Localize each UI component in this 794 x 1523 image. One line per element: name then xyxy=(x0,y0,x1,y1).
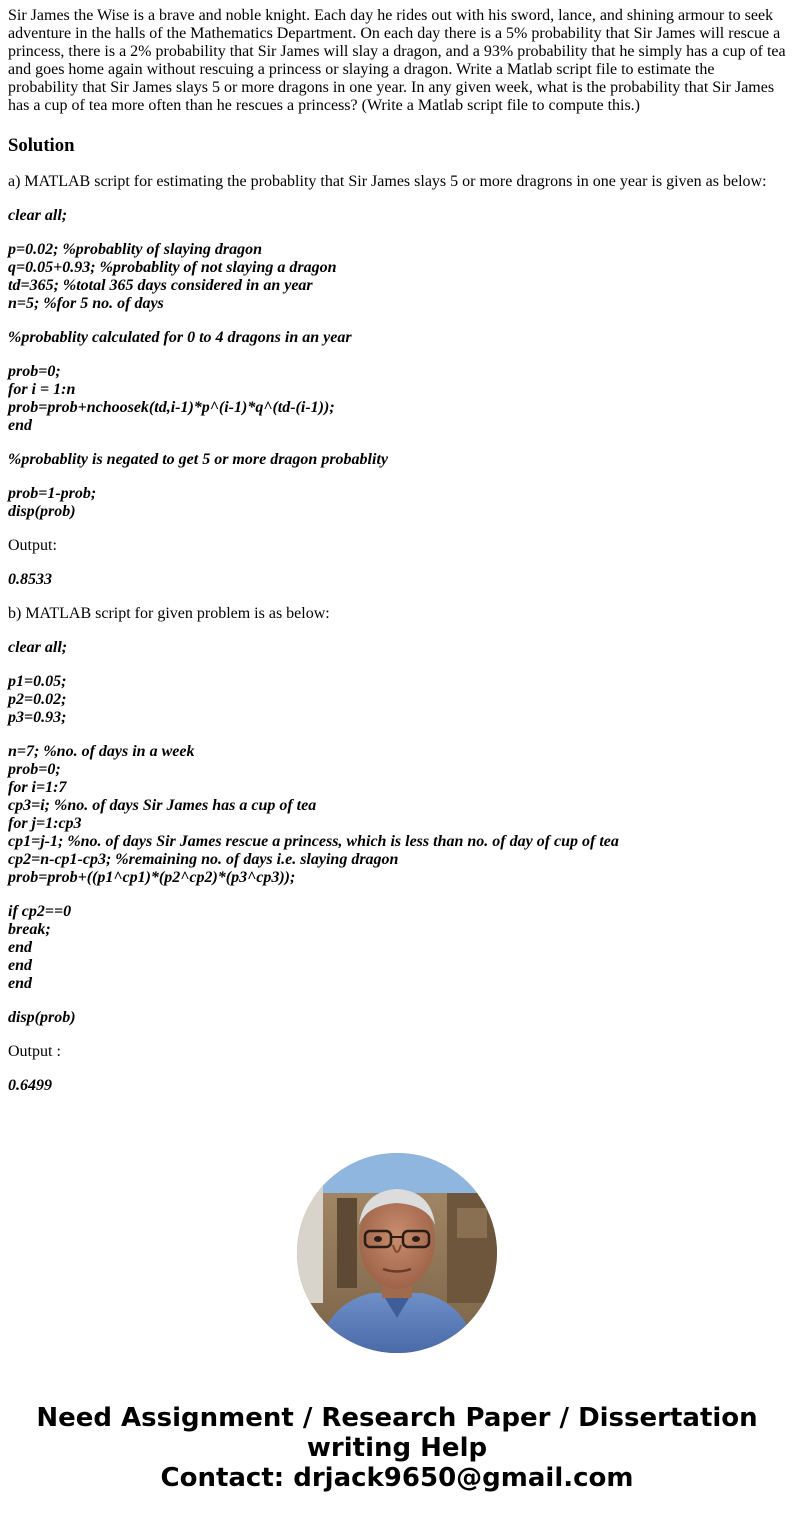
part-a-output-value: 0.8533 xyxy=(8,571,52,588)
code-line: prob=0; xyxy=(8,363,61,380)
footer-contact: Contact: drjack9650@gmail.com xyxy=(160,1463,634,1493)
part-b-loop xyxy=(8,743,788,887)
code-line: disp(prob) xyxy=(8,503,76,520)
code-line: p3=0.93; xyxy=(8,709,67,726)
code-line: cp3=i; %no. of days Sir James has a cup of tea xyxy=(8,797,317,814)
part-b-output-value: 0.6499 xyxy=(8,1077,52,1094)
code-line: if cp2==0 xyxy=(8,903,72,920)
code-line: td=365; %total 365 days considered in an year xyxy=(8,277,313,294)
code-line: break; xyxy=(8,921,51,938)
code-line: prob=0; xyxy=(8,761,61,778)
code-line: prob=1-prob; xyxy=(8,485,97,502)
part-a-output-label: Output: xyxy=(8,537,57,554)
code-line: for j=1:cp3 xyxy=(8,815,82,832)
part-b-intro: b) MATLAB script for given problem is as below: xyxy=(8,605,330,622)
part-b-params xyxy=(8,673,788,727)
solution-heading: Solution xyxy=(8,135,75,156)
part-b-disp: disp(prob) xyxy=(8,1009,76,1026)
code-line: q=0.05+0.93; %probablity of not slaying a dragon xyxy=(8,259,337,276)
code-line: for i = 1:n xyxy=(8,381,76,398)
code-line: end xyxy=(8,957,32,974)
code-line: cp1=j-1; %no. of days Sir James rescue a princess, which is less than no. of day of cup of tea xyxy=(8,833,619,850)
question-text: Sir James the Wise is a brave and noble knight. Each day he rides out with his sword, lance, and shining armour to seek adventure in the halls of the Mathematics Department. On each day there is a 5% probability that Sir James will rescue a princess, there is a 2% probability that Sir James will slay a dragon, and a 93% probability that he simply has a cup of tea and goes home again without rescuing a princess or slaying a dragon. Write a Matlab script file to estimate the probability that Sir James slays 5 or more dragons in one year. In any given week, what is the probability that Sir James has a cup of tea more often than he rescues a princess? (Write a Matlab script file to compute this.) xyxy=(8,7,786,114)
part-a-loop xyxy=(8,363,788,435)
part-b-clear: clear all; xyxy=(8,639,68,656)
part-a-intro: a) MATLAB script for estimating the probablity that Sir James slays 5 or more dragrons in one year is given as below: xyxy=(8,173,767,190)
part-b-if-block xyxy=(8,903,788,993)
author-portrait-image xyxy=(297,1153,497,1353)
code-line: end xyxy=(8,975,32,992)
part-b-output-label: Output : xyxy=(8,1043,61,1060)
code-line: for i=1:7 xyxy=(8,779,67,796)
part-a-clear: clear all; xyxy=(8,207,68,224)
part-a-comment-2: %probablity is negated to get 5 or more dragon probablity xyxy=(8,451,388,468)
code-line: prob=prob+nchoosek(td,i-1)*p^(i-1)*q^(td-(i-1)); xyxy=(8,399,335,416)
code-line: p1=0.05; xyxy=(8,673,67,690)
code-line: prob=prob+((p1^cp1)*(p2^cp2)*(p3^cp3)); xyxy=(8,869,296,886)
code-line: end xyxy=(8,939,32,956)
footer-promo xyxy=(0,1403,794,1493)
document-body xyxy=(8,7,788,1095)
code-line: p2=0.02; xyxy=(8,691,67,708)
code-line: n=7; %no. of days in a week xyxy=(8,743,195,760)
part-a-comment-1: %probablity calculated for 0 to 4 dragons in an year xyxy=(8,329,352,346)
part-a-final xyxy=(8,485,788,521)
code-line: cp2=n-cp1-cp3; %remaining no. of days i.e. slaying dragon xyxy=(8,851,399,868)
part-a-params xyxy=(8,241,788,313)
code-line: end xyxy=(8,417,32,434)
footer-line-2: writing Help xyxy=(306,1433,488,1463)
footer-line-1: Need Assignment / Research Paper / Dissertation xyxy=(36,1403,758,1433)
code-line: p=0.02; %probablity of slaying dragon xyxy=(8,241,263,258)
author-photo xyxy=(297,1153,497,1353)
code-line: n=5; %for 5 no. of days xyxy=(8,295,164,312)
